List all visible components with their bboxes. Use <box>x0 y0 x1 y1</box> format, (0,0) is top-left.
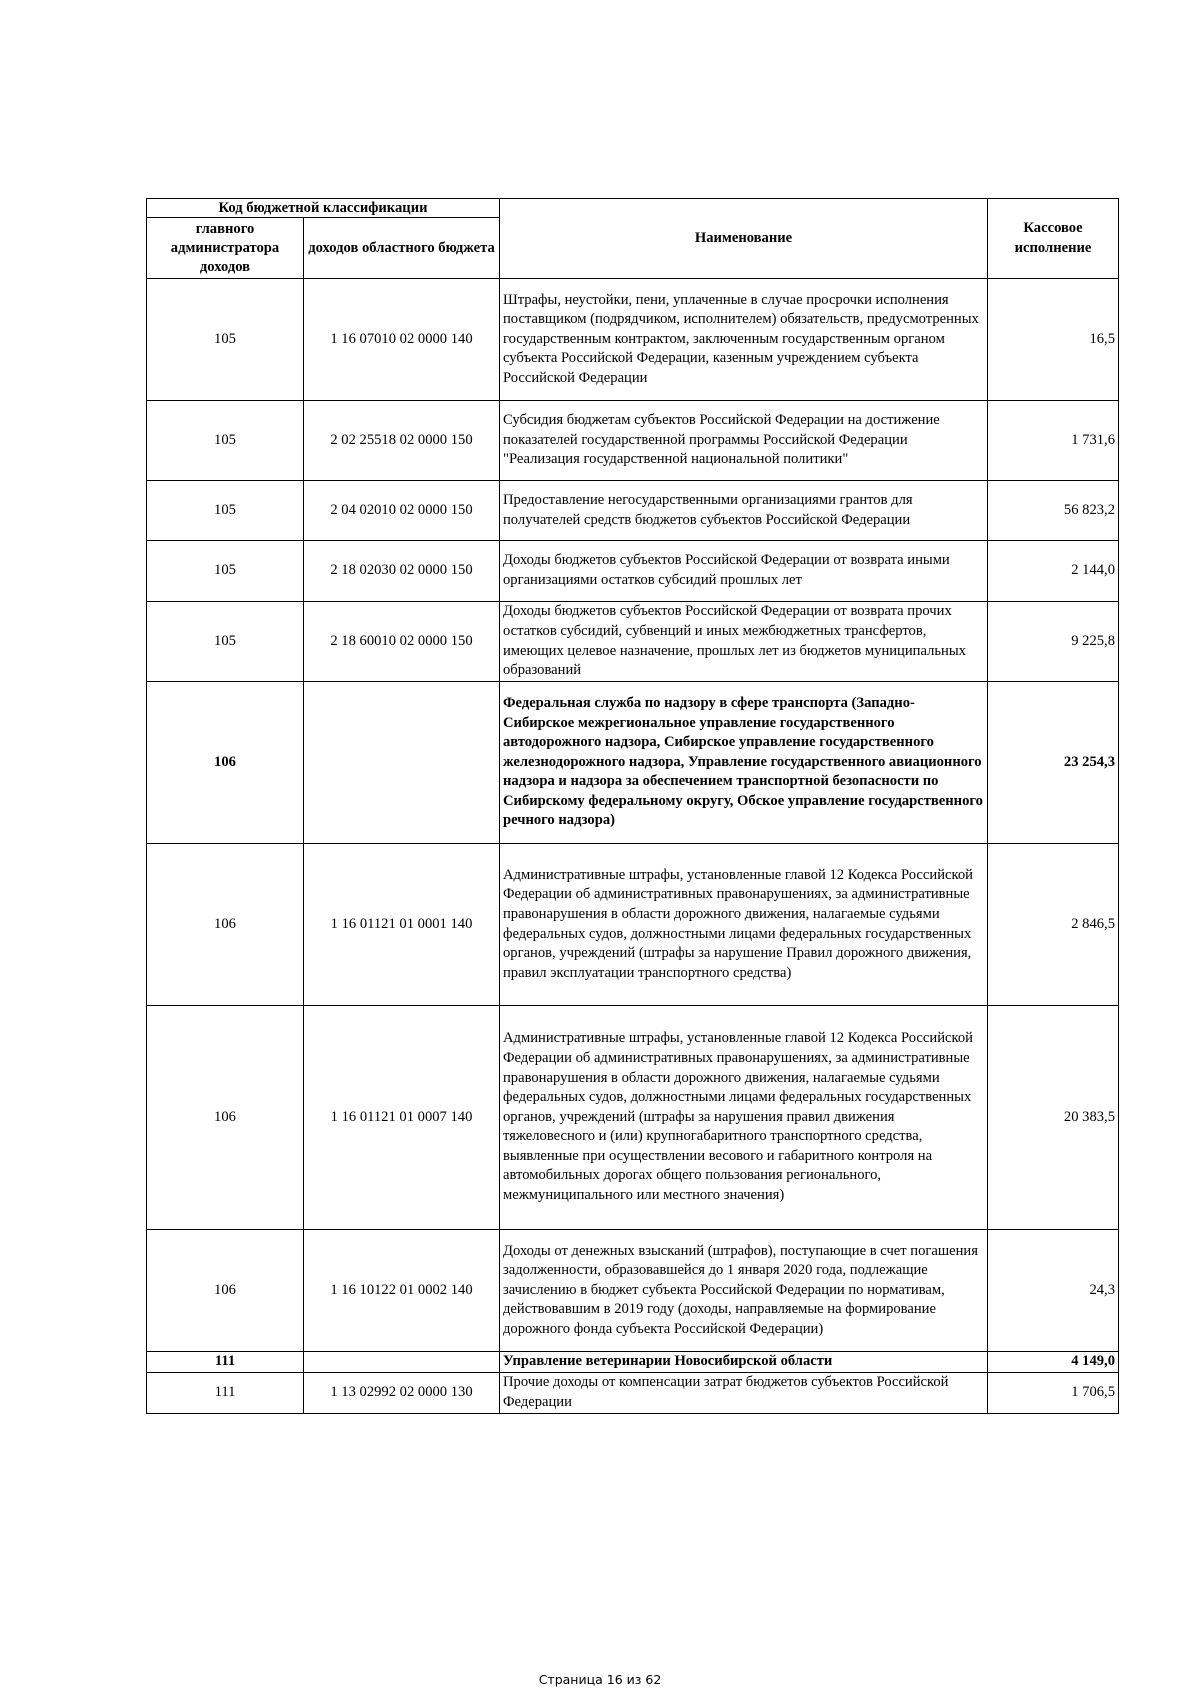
cell-amount: 16,5 <box>988 279 1119 401</box>
table-header <box>147 199 1119 279</box>
table-row <box>147 279 1119 401</box>
page-number: Страница 16 из 62 <box>538 1672 662 1687</box>
cell-name: Субсидия бюджетам субъектов Российской Федерации на достижение показателей государственной программы Российской Федерации "Реализация государственной национальной политики" <box>500 401 988 481</box>
table-row <box>147 1230 1119 1352</box>
header-name: Наименование <box>500 199 988 279</box>
cell-name: Управление ветеринарии Новосибирской области <box>500 1352 988 1373</box>
cell-admin-code: 111 <box>147 1352 304 1373</box>
cell-name: Доходы бюджетов субъектов Российской Федерации от возврата иными организациями остатков субсидий прошлых лет <box>500 541 988 602</box>
cell-budget-code: 2 02 25518 02 0000 150 <box>304 401 500 481</box>
cell-admin-code: 105 <box>147 602 304 682</box>
table-row <box>147 682 1119 844</box>
cell-admin-code: 105 <box>147 401 304 481</box>
cell-amount: 4 149,0 <box>988 1352 1119 1373</box>
cell-budget-code: 1 13 02992 02 0000 130 <box>304 1372 500 1413</box>
cell-name: Доходы от денежных взысканий (штрафов), поступающие в счет погашения задолженности, образовавшейся до 1 января 2020 года, подлежащие зачислению в бюджет субъекта Российской Федерации по нормативам, действовавшим в 2019 году (доходы, направляемые на формирование дорожного фонда субъекта Российской Федерации) <box>500 1230 988 1352</box>
cell-budget-code: 2 04 02010 02 0000 150 <box>304 481 500 541</box>
cell-amount: 56 823,2 <box>988 481 1119 541</box>
cell-amount: 2 144,0 <box>988 541 1119 602</box>
budget-table <box>146 198 1119 1414</box>
table-row <box>147 1372 1119 1413</box>
cell-name: Доходы бюджетов субъектов Российской Федерации от возврата прочих остатков субсидий, субвенций и иных межбюджетных трансфертов, имеющих целевое назначение, прошлых лет из бюджетов муниципальных образований <box>500 602 988 682</box>
cell-budget-code: 1 16 01121 01 0007 140 <box>304 1006 500 1230</box>
table-row <box>147 1006 1119 1230</box>
cell-admin-code: 106 <box>147 1006 304 1230</box>
table-row <box>147 401 1119 481</box>
cell-admin-code: 111 <box>147 1372 304 1413</box>
table-row <box>147 481 1119 541</box>
table-row <box>147 602 1119 682</box>
header-chief-administrator: главного администратора доходов <box>147 218 304 279</box>
table-row <box>147 541 1119 602</box>
cell-budget-code: 1 16 01121 01 0001 140 <box>304 844 500 1006</box>
cell-budget-code <box>304 682 500 844</box>
cell-amount: 2 846,5 <box>988 844 1119 1006</box>
cell-name: Федеральная служба по надзору в сфере транспорта (Западно-Сибирское межрегиональное управление государственного автодорожного надзора, Сибирское управление государственного железнодорожного надзора, Управление государственного авиационного надзора и надзора за обеспечением транспортной безопасности по Сибирскому федеральному округу, Обское управление государственного речного надзора) <box>500 682 988 844</box>
cell-name: Административные штрафы, установленные главой 12 Кодекса Российской Федерации об административных правонарушениях, за административные правонарушения в области дорожного движения, налагаемые судьями федеральных судов, должностными лицами федеральных государственных органов, учреждений (штрафы за нарушение Правил дорожного движения, правил эксплуатации транспортного средства) <box>500 844 988 1006</box>
cell-name: Штрафы, неустойки, пени, уплаченные в случае просрочки исполнения поставщиком (подрядчиком, исполнителем) обязательств, предусмотренных государственным контрактом, заключенным государственным органом субъекта Российской Федерации, казенным учреждением субъекта Российской Федерации <box>500 279 988 401</box>
cell-name: Предоставление негосударственными организациями грантов для получателей средств бюджетов субъектов Российской Федерации <box>500 481 988 541</box>
cell-amount: 24,3 <box>988 1230 1119 1352</box>
cell-budget-code: 1 16 07010 02 0000 140 <box>304 279 500 401</box>
cell-amount: 1 706,5 <box>988 1372 1119 1413</box>
cell-admin-code: 106 <box>147 844 304 1006</box>
cell-admin-code: 106 <box>147 1230 304 1352</box>
cell-name: Административные штрафы, установленные главой 12 Кодекса Российской Федерации об административных правонарушениях, за административные правонарушения в области дорожного движения, налагаемые судьями федеральных судов, должностными лицами федеральных государственных органов, учреждений (штрафы за нарушения правил движения тяжеловесного и (или) крупногабаритного транспортного средства, выявленные при осуществлении весового и габаритного контроля на автомобильных дорогах общего пользования регионального, межмуниципального или местного значения) <box>500 1006 988 1230</box>
cell-amount: 9 225,8 <box>988 602 1119 682</box>
cell-amount: 23 254,3 <box>988 682 1119 844</box>
cell-admin-code: 106 <box>147 682 304 844</box>
table-row <box>147 1352 1119 1373</box>
cell-budget-code: 1 16 10122 01 0002 140 <box>304 1230 500 1352</box>
header-cash-execution: Кассовое исполнение <box>988 199 1119 279</box>
cell-amount: 1 731,6 <box>988 401 1119 481</box>
cell-admin-code: 105 <box>147 541 304 602</box>
cell-admin-code: 105 <box>147 481 304 541</box>
cell-admin-code: 105 <box>147 279 304 401</box>
cell-budget-code: 2 18 60010 02 0000 150 <box>304 602 500 682</box>
cell-amount: 20 383,5 <box>988 1006 1119 1230</box>
cell-name: Прочие доходы от компенсации затрат бюджетов субъектов Российской Федерации <box>500 1372 988 1413</box>
header-regional-budget-income: доходов областного бюджета <box>304 218 500 279</box>
header-classification-code: Код бюджетной классификации <box>147 199 500 218</box>
table-body <box>147 279 1119 1414</box>
cell-budget-code: 2 18 02030 02 0000 150 <box>304 541 500 602</box>
table-row <box>147 844 1119 1006</box>
cell-budget-code <box>304 1352 500 1373</box>
